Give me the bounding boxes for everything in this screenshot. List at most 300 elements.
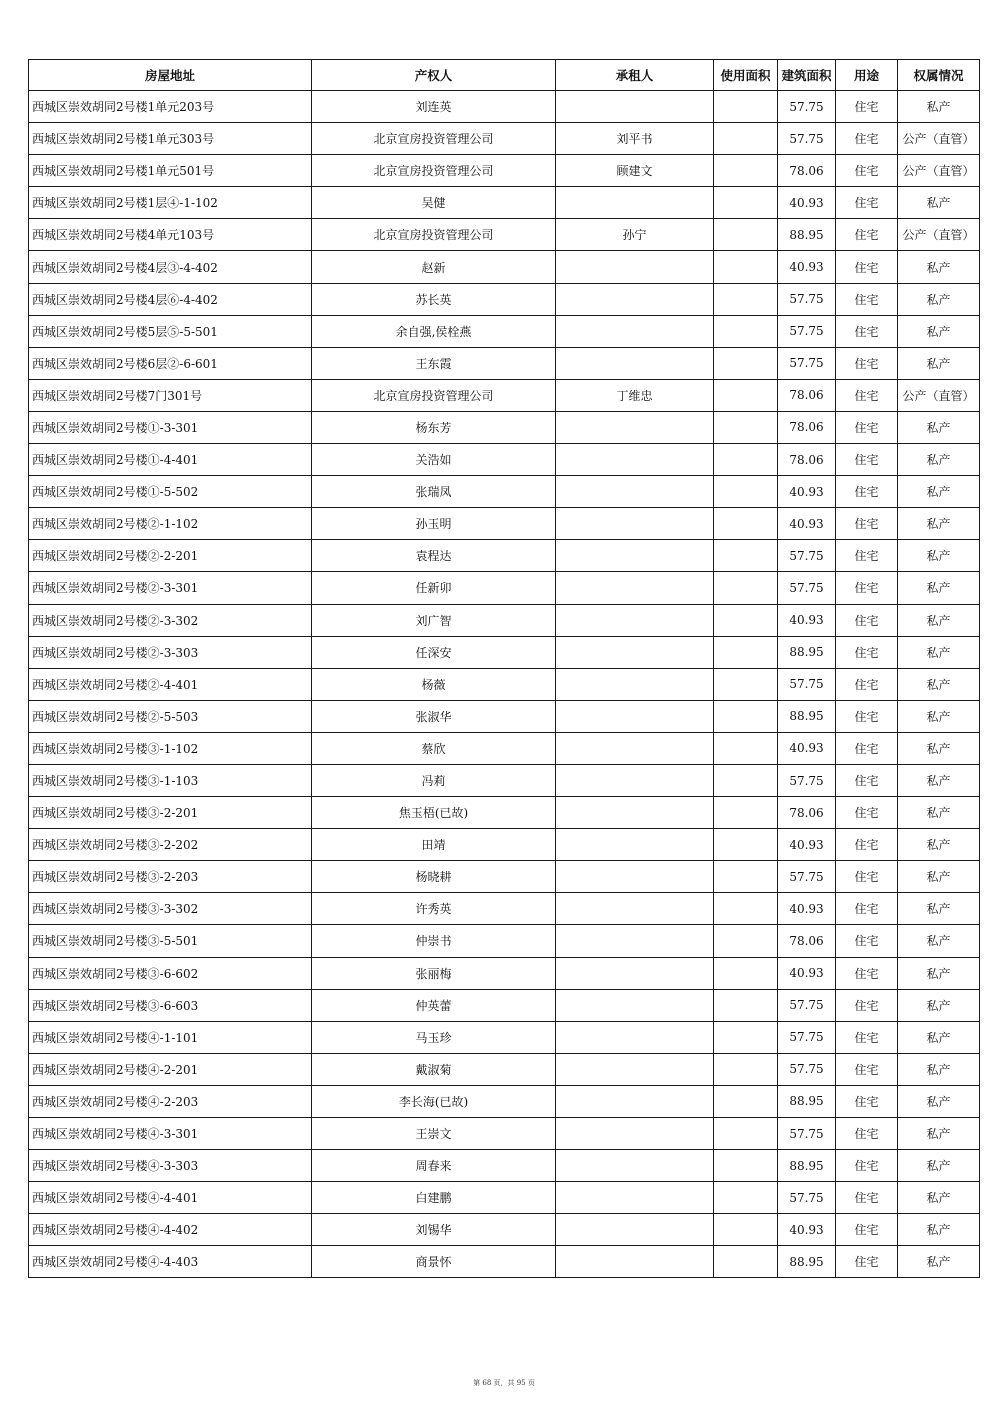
address-cell: 西城区崇效胡同2号楼③-2-202 bbox=[29, 829, 312, 861]
usage-cell: 住宅 bbox=[836, 1021, 898, 1053]
usable-area-cell bbox=[714, 411, 778, 443]
page-footer: 第 68 页，共 95 页 bbox=[473, 1379, 535, 1387]
table-row bbox=[29, 572, 980, 604]
usable-area-cell bbox=[714, 283, 778, 315]
owner-cell: 孙玉明 bbox=[312, 508, 556, 540]
building-area-cell: 78.06 bbox=[778, 411, 836, 443]
table-row bbox=[29, 1053, 980, 1085]
ownership-cell: 私产 bbox=[898, 476, 980, 508]
property-table bbox=[28, 59, 980, 1278]
usable-area-cell bbox=[714, 251, 778, 283]
table-row bbox=[29, 155, 980, 187]
ownership-cell: 私产 bbox=[898, 187, 980, 219]
usage-cell: 住宅 bbox=[836, 893, 898, 925]
usable-area-cell bbox=[714, 1150, 778, 1182]
tenant-cell bbox=[556, 797, 714, 829]
building-area-cell: 40.93 bbox=[778, 957, 836, 989]
usable-area-cell bbox=[714, 1021, 778, 1053]
ownership-cell: 私产 bbox=[898, 829, 980, 861]
tenant-cell bbox=[556, 893, 714, 925]
owner-cell: 王东霞 bbox=[312, 347, 556, 379]
tenant-cell bbox=[556, 315, 714, 347]
tenant-cell bbox=[556, 1214, 714, 1246]
usage-cell: 住宅 bbox=[836, 411, 898, 443]
owner-cell: 蔡欣 bbox=[312, 732, 556, 764]
building-area-cell: 88.95 bbox=[778, 636, 836, 668]
ownership-cell: 私产 bbox=[898, 1214, 980, 1246]
ownership-cell: 公产（直管） bbox=[898, 155, 980, 187]
address-cell: 西城区崇效胡同2号楼1单元501号 bbox=[29, 155, 312, 187]
address-cell: 西城区崇效胡同2号楼②-3-303 bbox=[29, 636, 312, 668]
tenant-cell bbox=[556, 861, 714, 893]
table-row bbox=[29, 123, 980, 155]
address-cell: 西城区崇效胡同2号楼1单元203号 bbox=[29, 91, 312, 123]
owner-cell: 吴健 bbox=[312, 187, 556, 219]
tenant-cell bbox=[556, 604, 714, 636]
table-row bbox=[29, 1246, 980, 1278]
building-area-cell: 57.75 bbox=[778, 1021, 836, 1053]
building-area-cell: 57.75 bbox=[778, 1118, 836, 1150]
owner-cell: 仲英蕾 bbox=[312, 989, 556, 1021]
owner-cell: 刘锡华 bbox=[312, 1214, 556, 1246]
usable-area-cell bbox=[714, 476, 778, 508]
owner-cell: 白建鹏 bbox=[312, 1182, 556, 1214]
usable-area-cell bbox=[714, 604, 778, 636]
ownership-cell: 私产 bbox=[898, 957, 980, 989]
ownership-cell: 私产 bbox=[898, 925, 980, 957]
tenant-cell bbox=[556, 732, 714, 764]
table-row bbox=[29, 989, 980, 1021]
table-row bbox=[29, 893, 980, 925]
table-row bbox=[29, 925, 980, 957]
usage-cell: 住宅 bbox=[836, 957, 898, 989]
usable-area-cell bbox=[714, 925, 778, 957]
owner-cell: 王崇文 bbox=[312, 1118, 556, 1150]
address-cell: 西城区崇效胡同2号楼①-5-502 bbox=[29, 476, 312, 508]
table-row bbox=[29, 411, 980, 443]
table-row bbox=[29, 861, 980, 893]
ownership-cell: 私产 bbox=[898, 700, 980, 732]
building-area-cell: 40.93 bbox=[778, 476, 836, 508]
table-row bbox=[29, 187, 980, 219]
table-row bbox=[29, 91, 980, 123]
usage-cell: 住宅 bbox=[836, 604, 898, 636]
tenant-cell bbox=[556, 572, 714, 604]
header-usage: 用途 bbox=[836, 60, 898, 91]
table-row bbox=[29, 829, 980, 861]
header-ownership: 权属情况 bbox=[898, 60, 980, 91]
ownership-cell: 公产（直管） bbox=[898, 379, 980, 411]
address-cell: 西城区崇效胡同2号楼④-1-101 bbox=[29, 1021, 312, 1053]
usable-area-cell bbox=[714, 732, 778, 764]
building-area-cell: 40.93 bbox=[778, 893, 836, 925]
building-area-cell: 57.75 bbox=[778, 123, 836, 155]
tenant-cell bbox=[556, 411, 714, 443]
table-row bbox=[29, 315, 980, 347]
usage-cell: 住宅 bbox=[836, 636, 898, 668]
address-cell: 西城区崇效胡同2号楼③-6-602 bbox=[29, 957, 312, 989]
owner-cell: 余自强,侯栓燕 bbox=[312, 315, 556, 347]
address-cell: 西城区崇效胡同2号楼②-5-503 bbox=[29, 700, 312, 732]
tenant-cell bbox=[556, 989, 714, 1021]
ownership-cell: 公产（直管） bbox=[898, 219, 980, 251]
building-area-cell: 40.93 bbox=[778, 732, 836, 764]
address-cell: 西城区崇效胡同2号楼5层⑤-5-501 bbox=[29, 315, 312, 347]
table-row bbox=[29, 476, 980, 508]
tenant-cell bbox=[556, 1085, 714, 1117]
address-cell: 西城区崇效胡同2号楼④-4-402 bbox=[29, 1214, 312, 1246]
owner-cell: 杨东芳 bbox=[312, 411, 556, 443]
tenant-cell bbox=[556, 1150, 714, 1182]
building-area-cell: 88.95 bbox=[778, 700, 836, 732]
building-area-cell: 57.75 bbox=[778, 283, 836, 315]
table-row bbox=[29, 379, 980, 411]
owner-cell: 刘广智 bbox=[312, 604, 556, 636]
usable-area-cell bbox=[714, 1246, 778, 1278]
table-row bbox=[29, 1150, 980, 1182]
tenant-cell: 顾建文 bbox=[556, 155, 714, 187]
owner-cell: 周春来 bbox=[312, 1150, 556, 1182]
ownership-cell: 私产 bbox=[898, 1182, 980, 1214]
usable-area-cell bbox=[714, 668, 778, 700]
building-area-cell: 88.95 bbox=[778, 1085, 836, 1117]
owner-cell: 北京宣房投资管理公司 bbox=[312, 379, 556, 411]
usage-cell: 住宅 bbox=[836, 700, 898, 732]
owner-cell: 商景怀 bbox=[312, 1246, 556, 1278]
usage-cell: 住宅 bbox=[836, 123, 898, 155]
usable-area-cell bbox=[714, 540, 778, 572]
table-row bbox=[29, 347, 980, 379]
address-cell: 西城区崇效胡同2号楼1单元303号 bbox=[29, 123, 312, 155]
owner-cell: 冯莉 bbox=[312, 764, 556, 796]
address-cell: 西城区崇效胡同2号楼④-2-201 bbox=[29, 1053, 312, 1085]
usage-cell: 住宅 bbox=[836, 315, 898, 347]
address-cell: 西城区崇效胡同2号楼7门301号 bbox=[29, 379, 312, 411]
ownership-cell: 私产 bbox=[898, 1150, 980, 1182]
header-address: 房屋地址 bbox=[29, 60, 312, 91]
owner-cell: 袁程达 bbox=[312, 540, 556, 572]
owner-cell: 张淑华 bbox=[312, 700, 556, 732]
address-cell: 西城区崇效胡同2号楼③-1-103 bbox=[29, 764, 312, 796]
ownership-cell: 公产（直管） bbox=[898, 123, 980, 155]
table-row bbox=[29, 1214, 980, 1246]
ownership-cell: 私产 bbox=[898, 91, 980, 123]
ownership-cell: 私产 bbox=[898, 668, 980, 700]
owner-cell: 北京宣房投资管理公司 bbox=[312, 219, 556, 251]
table-row bbox=[29, 1182, 980, 1214]
usage-cell: 住宅 bbox=[836, 732, 898, 764]
usage-cell: 住宅 bbox=[836, 540, 898, 572]
building-area-cell: 40.93 bbox=[778, 251, 836, 283]
ownership-cell: 私产 bbox=[898, 540, 980, 572]
tenant-cell bbox=[556, 476, 714, 508]
tenant-cell bbox=[556, 957, 714, 989]
table-row bbox=[29, 957, 980, 989]
usage-cell: 住宅 bbox=[836, 379, 898, 411]
usage-cell: 住宅 bbox=[836, 797, 898, 829]
table-row bbox=[29, 1118, 980, 1150]
address-cell: 西城区崇效胡同2号楼6层②-6-601 bbox=[29, 347, 312, 379]
usable-area-cell bbox=[714, 444, 778, 476]
tenant-cell bbox=[556, 347, 714, 379]
owner-cell: 刘连英 bbox=[312, 91, 556, 123]
address-cell: 西城区崇效胡同2号楼④-2-203 bbox=[29, 1085, 312, 1117]
usage-cell: 住宅 bbox=[836, 444, 898, 476]
usage-cell: 住宅 bbox=[836, 1053, 898, 1085]
address-cell: 西城区崇效胡同2号楼③-5-501 bbox=[29, 925, 312, 957]
usable-area-cell bbox=[714, 1118, 778, 1150]
ownership-cell: 私产 bbox=[898, 1246, 980, 1278]
header-tenant: 承租人 bbox=[556, 60, 714, 91]
table-row bbox=[29, 764, 980, 796]
usable-area-cell bbox=[714, 91, 778, 123]
ownership-cell: 私产 bbox=[898, 861, 980, 893]
building-area-cell: 40.93 bbox=[778, 829, 836, 861]
usage-cell: 住宅 bbox=[836, 219, 898, 251]
table-row bbox=[29, 636, 980, 668]
usage-cell: 住宅 bbox=[836, 347, 898, 379]
address-cell: 西城区崇效胡同2号楼②-1-102 bbox=[29, 508, 312, 540]
ownership-cell: 私产 bbox=[898, 1021, 980, 1053]
usage-cell: 住宅 bbox=[836, 155, 898, 187]
owner-cell: 杨晓耕 bbox=[312, 861, 556, 893]
address-cell: 西城区崇效胡同2号楼③-3-302 bbox=[29, 893, 312, 925]
address-cell: 西城区崇效胡同2号楼③-6-603 bbox=[29, 989, 312, 1021]
address-cell: 西城区崇效胡同2号楼②-2-201 bbox=[29, 540, 312, 572]
usable-area-cell bbox=[714, 893, 778, 925]
address-cell: 西城区崇效胡同2号楼④-3-303 bbox=[29, 1150, 312, 1182]
building-area-cell: 40.93 bbox=[778, 604, 836, 636]
building-area-cell: 78.06 bbox=[778, 797, 836, 829]
building-area-cell: 88.95 bbox=[778, 219, 836, 251]
tenant-cell bbox=[556, 283, 714, 315]
usage-cell: 住宅 bbox=[836, 829, 898, 861]
tenant-cell bbox=[556, 700, 714, 732]
owner-cell: 张丽梅 bbox=[312, 957, 556, 989]
ownership-cell: 私产 bbox=[898, 572, 980, 604]
ownership-cell: 私产 bbox=[898, 893, 980, 925]
usable-area-cell bbox=[714, 155, 778, 187]
usage-cell: 住宅 bbox=[836, 91, 898, 123]
building-area-cell: 78.06 bbox=[778, 379, 836, 411]
table-row bbox=[29, 540, 980, 572]
table-row bbox=[29, 251, 980, 283]
usable-area-cell bbox=[714, 1182, 778, 1214]
building-area-cell: 57.75 bbox=[778, 540, 836, 572]
table-row bbox=[29, 219, 980, 251]
usage-cell: 住宅 bbox=[836, 187, 898, 219]
owner-cell: 杨薇 bbox=[312, 668, 556, 700]
building-area-cell: 57.75 bbox=[778, 989, 836, 1021]
usage-cell: 住宅 bbox=[836, 508, 898, 540]
owner-cell: 许秀英 bbox=[312, 893, 556, 925]
table-row bbox=[29, 508, 980, 540]
building-area-cell: 78.06 bbox=[778, 444, 836, 476]
usable-area-cell bbox=[714, 1085, 778, 1117]
ownership-cell: 私产 bbox=[898, 1085, 980, 1117]
tenant-cell: 丁维忠 bbox=[556, 379, 714, 411]
ownership-cell: 私产 bbox=[898, 1053, 980, 1085]
usage-cell: 住宅 bbox=[836, 1214, 898, 1246]
ownership-cell: 私产 bbox=[898, 444, 980, 476]
table-row bbox=[29, 283, 980, 315]
tenant-cell bbox=[556, 764, 714, 796]
tenant-cell bbox=[556, 1182, 714, 1214]
building-area-cell: 78.06 bbox=[778, 925, 836, 957]
tenant-cell bbox=[556, 251, 714, 283]
usable-area-cell bbox=[714, 764, 778, 796]
address-cell: 西城区崇效胡同2号楼③-2-203 bbox=[29, 861, 312, 893]
building-area-cell: 57.75 bbox=[778, 668, 836, 700]
building-area-cell: 57.75 bbox=[778, 572, 836, 604]
address-cell: 西城区崇效胡同2号楼④-3-301 bbox=[29, 1118, 312, 1150]
usable-area-cell bbox=[714, 700, 778, 732]
header-building-area: 建筑面积 bbox=[778, 60, 836, 91]
tenant-cell bbox=[556, 829, 714, 861]
tenant-cell bbox=[556, 1246, 714, 1278]
owner-cell: 北京宣房投资管理公司 bbox=[312, 155, 556, 187]
building-area-cell: 88.95 bbox=[778, 1246, 836, 1278]
usable-area-cell bbox=[714, 989, 778, 1021]
address-cell: 西城区崇效胡同2号楼②-3-301 bbox=[29, 572, 312, 604]
tenant-cell: 孙宁 bbox=[556, 219, 714, 251]
usable-area-cell bbox=[714, 1053, 778, 1085]
address-cell: 西城区崇效胡同2号楼③-1-102 bbox=[29, 732, 312, 764]
table-row bbox=[29, 604, 980, 636]
owner-cell: 仲崇书 bbox=[312, 925, 556, 957]
address-cell: 西城区崇效胡同2号楼③-2-201 bbox=[29, 797, 312, 829]
ownership-cell: 私产 bbox=[898, 797, 980, 829]
ownership-cell: 私产 bbox=[898, 636, 980, 668]
ownership-cell: 私产 bbox=[898, 251, 980, 283]
address-cell: 西城区崇效胡同2号楼②-3-302 bbox=[29, 604, 312, 636]
ownership-cell: 私产 bbox=[898, 347, 980, 379]
address-cell: 西城区崇效胡同2号楼4层⑥-4-402 bbox=[29, 283, 312, 315]
address-cell: 西城区崇效胡同2号楼①-3-301 bbox=[29, 411, 312, 443]
usage-cell: 住宅 bbox=[836, 1118, 898, 1150]
building-area-cell: 57.75 bbox=[778, 861, 836, 893]
owner-cell: 马玉珍 bbox=[312, 1021, 556, 1053]
building-area-cell: 57.75 bbox=[778, 1182, 836, 1214]
usage-cell: 住宅 bbox=[836, 1150, 898, 1182]
table-row bbox=[29, 797, 980, 829]
usable-area-cell bbox=[714, 508, 778, 540]
usage-cell: 住宅 bbox=[836, 572, 898, 604]
usage-cell: 住宅 bbox=[836, 925, 898, 957]
usage-cell: 住宅 bbox=[836, 764, 898, 796]
usage-cell: 住宅 bbox=[836, 476, 898, 508]
address-cell: 西城区崇效胡同2号楼④-4-401 bbox=[29, 1182, 312, 1214]
ownership-cell: 私产 bbox=[898, 989, 980, 1021]
address-cell: 西城区崇效胡同2号楼1层④-1-102 bbox=[29, 187, 312, 219]
table-body bbox=[29, 91, 980, 1278]
building-area-cell: 40.93 bbox=[778, 187, 836, 219]
owner-cell: 焦玉梧(已故) bbox=[312, 797, 556, 829]
usable-area-cell bbox=[714, 957, 778, 989]
address-cell: 西城区崇效胡同2号楼4单元103号 bbox=[29, 219, 312, 251]
table-row bbox=[29, 732, 980, 764]
address-cell: 西城区崇效胡同2号楼4层③-4-402 bbox=[29, 251, 312, 283]
header-owner: 产权人 bbox=[312, 60, 556, 91]
address-cell: 西城区崇效胡同2号楼②-4-401 bbox=[29, 668, 312, 700]
building-area-cell: 57.75 bbox=[778, 347, 836, 379]
usage-cell: 住宅 bbox=[836, 251, 898, 283]
tenant-cell bbox=[556, 444, 714, 476]
tenant-cell bbox=[556, 540, 714, 572]
tenant-cell bbox=[556, 508, 714, 540]
owner-cell: 北京宣房投资管理公司 bbox=[312, 123, 556, 155]
building-area-cell: 40.93 bbox=[778, 508, 836, 540]
tenant-cell bbox=[556, 1021, 714, 1053]
usable-area-cell bbox=[714, 219, 778, 251]
owner-cell: 任深安 bbox=[312, 636, 556, 668]
tenant-cell bbox=[556, 1053, 714, 1085]
usable-area-cell bbox=[714, 797, 778, 829]
usable-area-cell bbox=[714, 861, 778, 893]
table-row bbox=[29, 700, 980, 732]
tenant-cell bbox=[556, 1118, 714, 1150]
ownership-cell: 私产 bbox=[898, 411, 980, 443]
building-area-cell: 57.75 bbox=[778, 315, 836, 347]
owner-cell: 苏长英 bbox=[312, 283, 556, 315]
owner-cell: 戴淑菊 bbox=[312, 1053, 556, 1085]
owner-cell: 关浩如 bbox=[312, 444, 556, 476]
usable-area-cell bbox=[714, 123, 778, 155]
owner-cell: 赵新 bbox=[312, 251, 556, 283]
address-cell: 西城区崇效胡同2号楼①-4-401 bbox=[29, 444, 312, 476]
owner-cell: 张瑞凤 bbox=[312, 476, 556, 508]
owner-cell: 田靖 bbox=[312, 829, 556, 861]
usage-cell: 住宅 bbox=[836, 1182, 898, 1214]
building-area-cell: 78.06 bbox=[778, 155, 836, 187]
building-area-cell: 88.95 bbox=[778, 1150, 836, 1182]
usable-area-cell bbox=[714, 379, 778, 411]
usable-area-cell bbox=[714, 572, 778, 604]
tenant-cell: 刘平书 bbox=[556, 123, 714, 155]
owner-cell: 任新卯 bbox=[312, 572, 556, 604]
usable-area-cell bbox=[714, 315, 778, 347]
building-area-cell: 57.75 bbox=[778, 1053, 836, 1085]
tenant-cell bbox=[556, 925, 714, 957]
usage-cell: 住宅 bbox=[836, 283, 898, 315]
usage-cell: 住宅 bbox=[836, 861, 898, 893]
table-row bbox=[29, 1085, 980, 1117]
ownership-cell: 私产 bbox=[898, 764, 980, 796]
ownership-cell: 私产 bbox=[898, 283, 980, 315]
header-usable-area: 使用面积 bbox=[714, 60, 778, 91]
usable-area-cell bbox=[714, 829, 778, 861]
table-row bbox=[29, 1021, 980, 1053]
tenant-cell bbox=[556, 636, 714, 668]
building-area-cell: 57.75 bbox=[778, 91, 836, 123]
ownership-cell: 私产 bbox=[898, 315, 980, 347]
table-row bbox=[29, 668, 980, 700]
tenant-cell bbox=[556, 187, 714, 219]
ownership-cell: 私产 bbox=[898, 1118, 980, 1150]
table-row bbox=[29, 444, 980, 476]
building-area-cell: 40.93 bbox=[778, 1214, 836, 1246]
ownership-cell: 私产 bbox=[898, 604, 980, 636]
usable-area-cell bbox=[714, 187, 778, 219]
tenant-cell bbox=[556, 91, 714, 123]
ownership-cell: 私产 bbox=[898, 732, 980, 764]
usable-area-cell bbox=[714, 1214, 778, 1246]
usage-cell: 住宅 bbox=[836, 668, 898, 700]
usage-cell: 住宅 bbox=[836, 989, 898, 1021]
owner-cell: 李长海(已故) bbox=[312, 1085, 556, 1117]
header-row bbox=[29, 60, 980, 91]
tenant-cell bbox=[556, 668, 714, 700]
